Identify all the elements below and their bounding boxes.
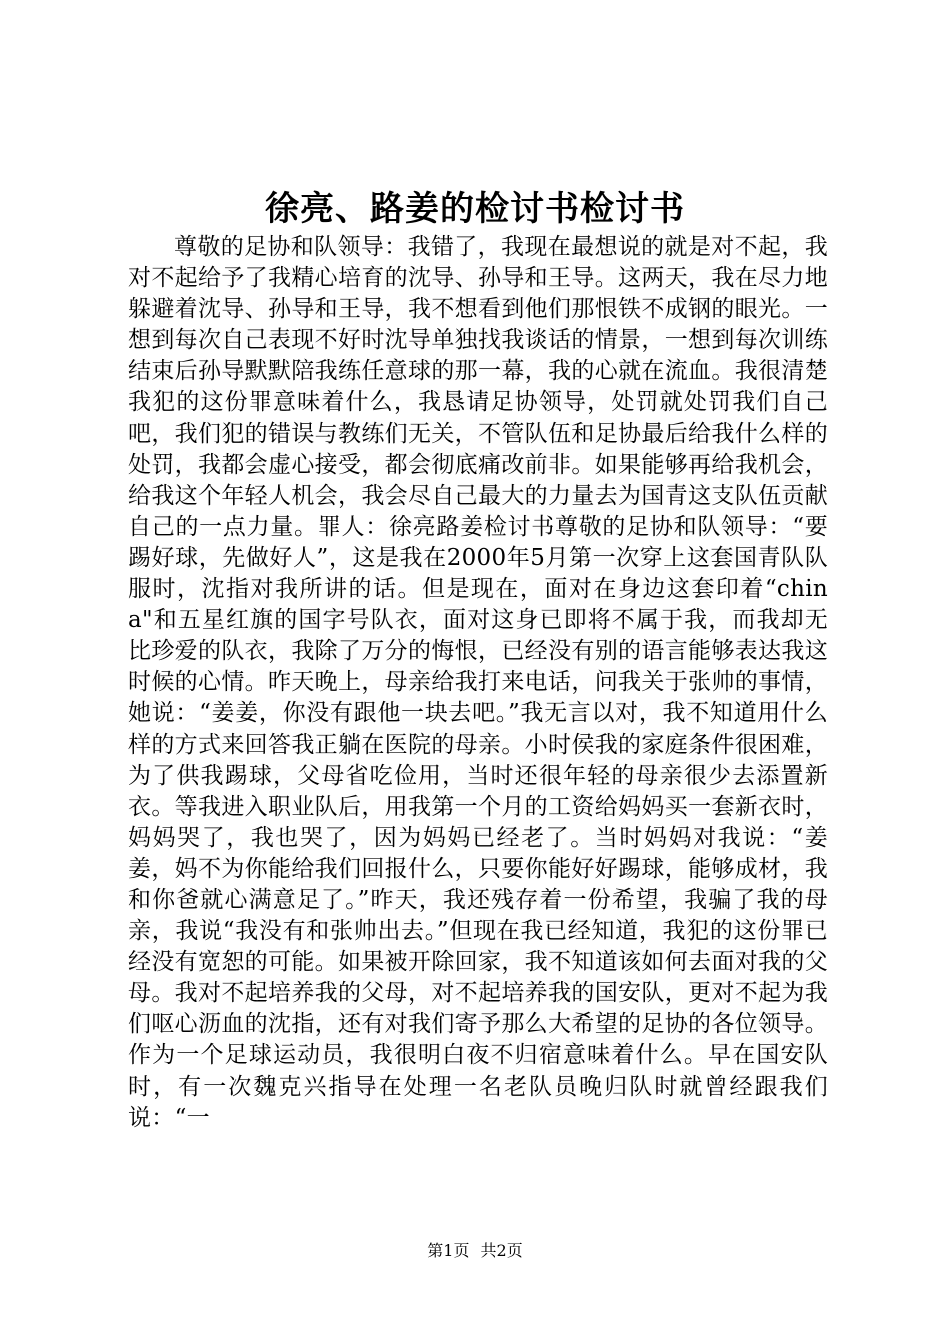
document-title: 徐亮、路姜的检讨书检讨书: [265, 189, 685, 229]
page-footer: [0, 1240, 950, 1262]
page-number: 第1页: [427, 1241, 470, 1260]
document-body: [128, 232, 828, 1134]
page-total: 共2页: [480, 1241, 523, 1260]
body-paragraph: 尊敬的足协和队领导：我错了，我现在最想说的就是对不起，我对不起给予了我精心培育的沈导、孙导和王导。这两天，我在尽力地躲避着沈导、孙导和王导，我不想看到他们那恨铁不成钢的眼光。一想到每次自己表现不好时沈导单独找我谈话的情景，一想到每次训练结束后孙导默默陪我练任意球的那一幕，我的心就在流血。我很清楚我犯的这份罪意味着什么，我恳请足协领导，处罚就处罚我们自己吧，我们犯的错误与教练们无关，不管队伍和足协最后给我什么样的处罚，我都会虚心接受，都会彻底痛改前非。如果能够再给我机会，给我这个年轻人机会，我会尽自己最大的力量去为国青这支队伍贡献自己的一点力量。罪人：徐亮路姜检讨书尊敬的足协和队领导：“要踢好球，先做好人”，这是我在2000年5月第一次穿上这套国青队队服时，沈指对我所讲的话。但是现在，面对在身边这套印着“china"和五星红旗的国字号队衣，面对这身已即将不属于我，而我却无比珍爱的队衣，我除了万分的悔恨，已经没有别的语言能够表达我这时候的心情。昨天晚上，母亲给我打来电话，问我关于张帅的事情，她说：“姜姜，你没有跟他一块去吧。”我无言以对，我不知道用什么样的方式来回答我正躺在医院的母亲。小时侯我的家庭条件很困难，为了供我踢球，父母省吃俭用，当时还很年轻的母亲很少去添置新衣。等我进入职业队后，用我第一个月的工资给妈妈买一套新衣时，妈妈哭了，我也哭了，因为妈妈已经老了。当时妈妈对我说：“姜姜，妈不为你能给我们回报什么，只要你能好好踢球，能够成材，我和你爸就心满意足了。”昨天，我还残存着一份希望，我骗了我的母亲，我说“我没有和张帅出去。”但现在我已经知道，我犯的这份罪已经没有宽恕的可能。如果被开除回家，我不知道该如何去面对我的父母。我对不起培养我的父母，对不起培养我的国安队，更对不起为我们呕心沥血的沈指，还有对我们寄予那么大希望的足协的各位领导。作为一个足球运动员，我很明白夜不归宿意味着什么。早在国安队时，有一次魏克兴指导在处理一名老队员晚归队时就曾经跟我们说：“一: [128, 234, 828, 1131]
